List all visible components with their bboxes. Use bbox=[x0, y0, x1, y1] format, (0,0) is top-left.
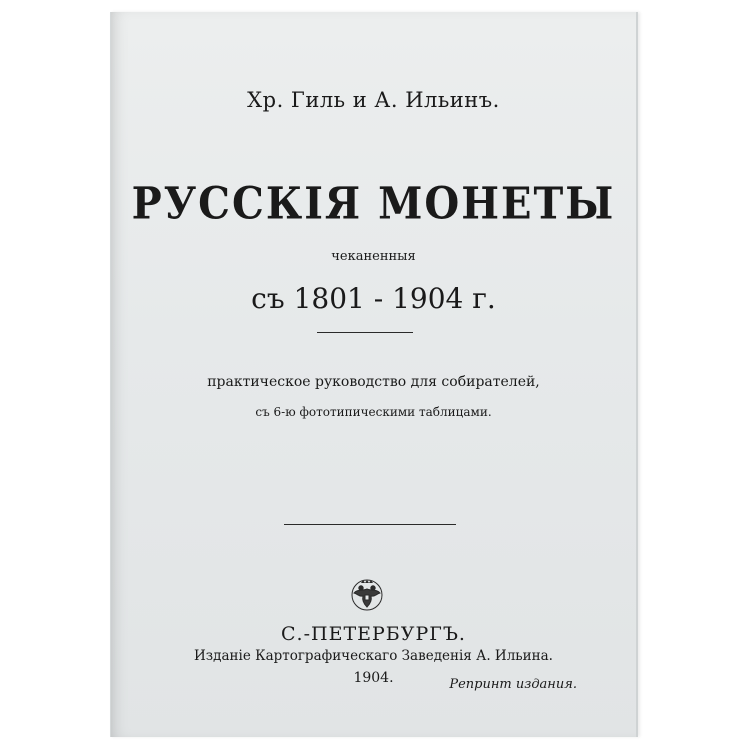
divider-line-lower bbox=[284, 524, 456, 525]
subtitle-guide: практическое руководство для собирателей, bbox=[207, 374, 540, 390]
city: С.-ПЕТЕРБУРГЪ. bbox=[281, 623, 466, 645]
subtitle-tables: съ 6-ю фототипическими таблицами. bbox=[255, 405, 492, 419]
double-headed-eagle-icon bbox=[349, 577, 385, 613]
divider-line bbox=[317, 332, 413, 333]
book-title: РУССКІЯ МОНЕТЫ bbox=[131, 177, 616, 230]
reprint-note: Репринт издания. bbox=[449, 677, 577, 692]
publisher: Изданіе Картографическаго Заведенія А. Ильина. bbox=[194, 648, 553, 664]
book-cover bbox=[110, 12, 638, 737]
year-range: съ 1801 - 1904 г. bbox=[251, 282, 496, 315]
authors: Хр. Гиль и А. Ильинъ. bbox=[247, 88, 500, 112]
minted-label: чеканенныя bbox=[331, 249, 416, 264]
publication-year: 1904. bbox=[353, 670, 394, 686]
